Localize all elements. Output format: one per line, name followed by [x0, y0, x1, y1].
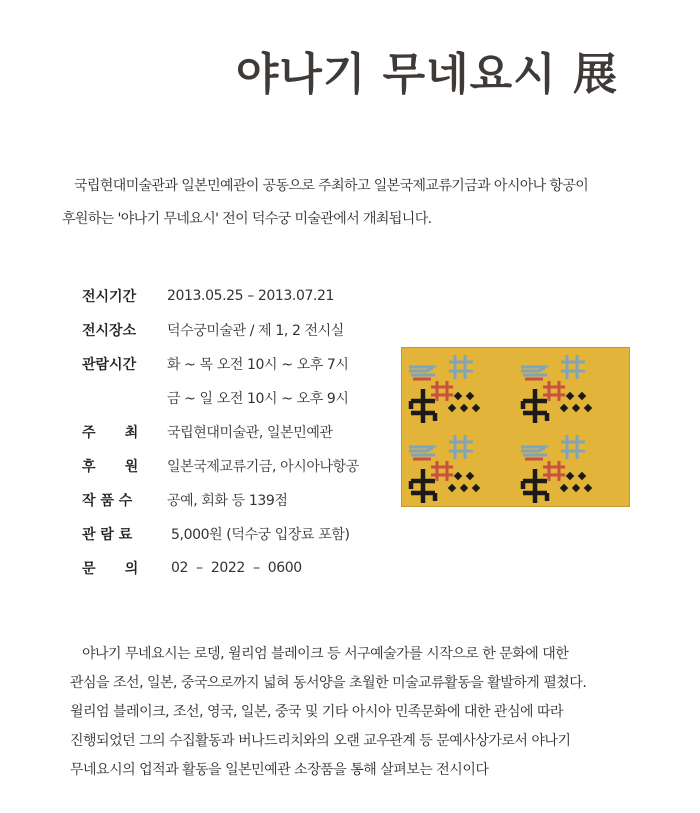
info-label: 주 최: [82, 425, 139, 441]
info-row-period: [82, 279, 402, 313]
info-label: 후 원: [82, 459, 139, 475]
info-row-contact: [82, 551, 402, 585]
exhibition-info-list: [82, 279, 402, 585]
info-label: 관 람 료: [82, 527, 133, 543]
intro-paragraph: [62, 170, 662, 236]
info-row-host: [82, 415, 402, 449]
info-row-venue: [82, 313, 402, 347]
intro-line-2: 후원하는 '야나기 무네요시' 전이 덕수궁 미술관에서 개최됩니다.: [62, 211, 432, 227]
description-paragraph: [70, 640, 630, 785]
info-value: 금 ~ 일 오전 10시 ~ 오후 9시: [167, 391, 349, 407]
intro-line-1: 국립현대미술관과 일본민예관이 공동으로 주최하고 일본국제교류기금과 아시아나 항공이: [74, 178, 589, 194]
description-line: 진행되었던 그의 수집활동과 버나드리치와의 오랜 교우관계 등 문예사상가로서 야나기: [70, 733, 571, 749]
info-row-fee: [82, 517, 402, 551]
artwork-image: [401, 347, 630, 507]
info-value: 02 – 2022 – 0600: [167, 560, 302, 576]
info-value: 2013.05.25 – 2013.07.21: [167, 288, 335, 304]
info-label: 문 의: [82, 561, 139, 577]
info-row-sponsor: [82, 449, 402, 483]
info-value: 공예, 회화 등 139점: [167, 493, 288, 509]
info-row-hours: [82, 347, 402, 381]
info-value: 국립현대미술관, 일본민예관: [167, 425, 333, 441]
page-title: 야나기 무네요시 展: [235, 49, 618, 100]
textile-pattern-graphic: [401, 347, 630, 507]
info-label: 전시장소: [82, 323, 137, 339]
description-line: 야나기 무네요시는 로뎅, 윌리엄 블레이크 등 서구예술가를 시작으로 한 문화에 대한: [82, 646, 569, 662]
description-line: 무네요시의 업적과 활동을 일본민예관 소장품을 통해 살펴보는 전시이다: [70, 762, 489, 778]
info-row-hours-weekend: [82, 381, 402, 415]
info-label: 관람시간: [82, 357, 137, 373]
description-line: 윌리엄 블레이크, 조선, 영국, 일본, 중국 및 기타 아시아 민족문화에 대한 관심에 따라: [70, 704, 563, 720]
info-value: 일본국제교류기금, 아시아나항공: [167, 459, 359, 475]
info-row-works: [82, 483, 402, 517]
info-value: 화 ~ 목 오전 10시 ~ 오후 7시: [167, 357, 349, 373]
info-label: 작 품 수: [82, 493, 133, 509]
info-value: 5,000원 (덕수궁 입장료 포함): [167, 527, 350, 543]
description-line: 관심을 조선, 일본, 중국으로까지 넓혀 동서양을 초월한 미술교류활동을 활발하게 펼쳤다.: [70, 675, 587, 691]
info-label: 전시기간: [82, 289, 137, 305]
info-value: 덕수궁미술관 / 제 1, 2 전시실: [167, 323, 344, 339]
